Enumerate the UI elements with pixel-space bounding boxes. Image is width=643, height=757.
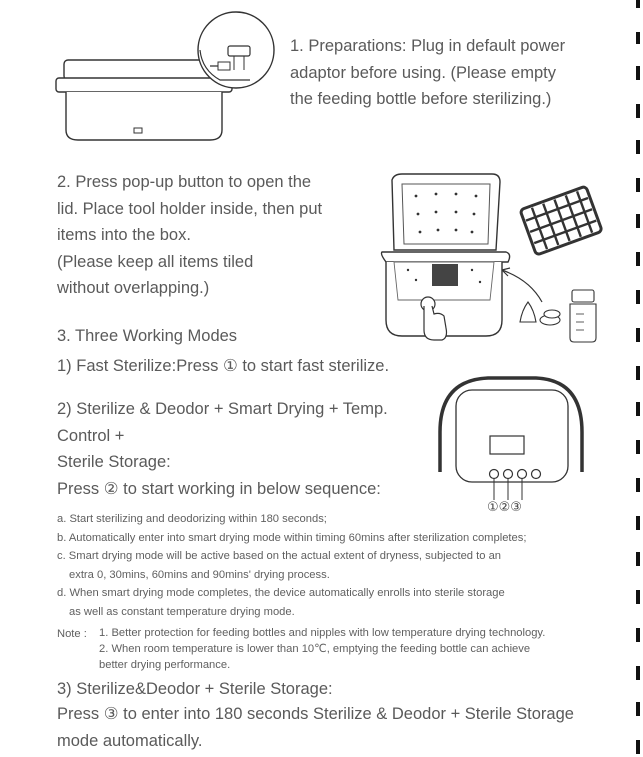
step1-text — [290, 33, 565, 113]
note-text — [99, 625, 545, 673]
mode3-line: mode automatically. — [57, 731, 203, 750]
mode3-heading: 3) Sterilize&Deodor + Sterile Storage: — [57, 680, 333, 698]
mode2-line: Sterile Storage: — [57, 453, 171, 471]
mode3-text — [57, 701, 574, 754]
sequence-item: as well as constant temperature drying mode. — [69, 605, 295, 618]
mode3-line: Press ③ to enter into 180 seconds Sterilize & Deodor + Sterile Storage — [57, 705, 574, 723]
panel-button-labels: ①②③ — [487, 499, 522, 514]
step1-line: adaptor before using. (Please empty — [290, 63, 556, 82]
note-line: better drying performance. — [99, 659, 231, 671]
mode2-line: 2) Sterilize & Deodor + Smart Drying + Temp. — [57, 400, 388, 418]
sequence-item: a. Start sterilizing and deodorizing within 180 seconds; — [57, 513, 327, 525]
step1-line: 1. Preparations: Plug in default power — [290, 37, 566, 55]
note-label: Note : — [57, 628, 87, 640]
sterilizer-plug-illustration — [50, 10, 290, 150]
mode1-text: 1) Fast Sterilize:Press ① to start fast sterilize. — [57, 357, 390, 375]
step2-line: (Please keep all items tiled — [57, 252, 254, 271]
sequence-item: b. Automatically enter into smart drying mode within timing 60mins after sterilization completes; — [57, 531, 527, 544]
mode2-line: Control + — [57, 426, 125, 445]
sequence-item: c. Smart drying mode will be active based on the actual extent of dryness, subjected to an — [57, 550, 502, 562]
step2-line: lid. Place tool holder inside, then put — [57, 199, 323, 218]
step2-line: items into the box. — [57, 226, 191, 244]
mode2-line: Press ② to start working in below sequence: — [57, 479, 381, 498]
sequence-item: d. When smart drying mode completes, the device automatically enrolls into sterile storage — [57, 587, 505, 599]
note-line: 1. Better protection for feeding bottles and nipples with low temperature drying technology. — [99, 627, 546, 639]
step2-line: 2. Press pop-up button to open the — [57, 173, 312, 191]
sequence-list — [57, 510, 526, 621]
mode2-text — [57, 396, 388, 502]
note-line: 2. When room temperature is lower than 10℃, emptying the feeding bottle can achieve — [99, 643, 531, 655]
step2-line: without overlapping.) — [57, 279, 210, 297]
sterilizer-open-illustration — [372, 170, 612, 370]
sequence-item: extra 0, 30mins, 60mins and 90mins' drying process. — [69, 568, 330, 581]
step2-text — [57, 169, 322, 302]
step1-line: the feeding bottle before sterilizing.) — [290, 90, 552, 108]
step3-heading: 3. Three Working Modes — [57, 327, 238, 345]
